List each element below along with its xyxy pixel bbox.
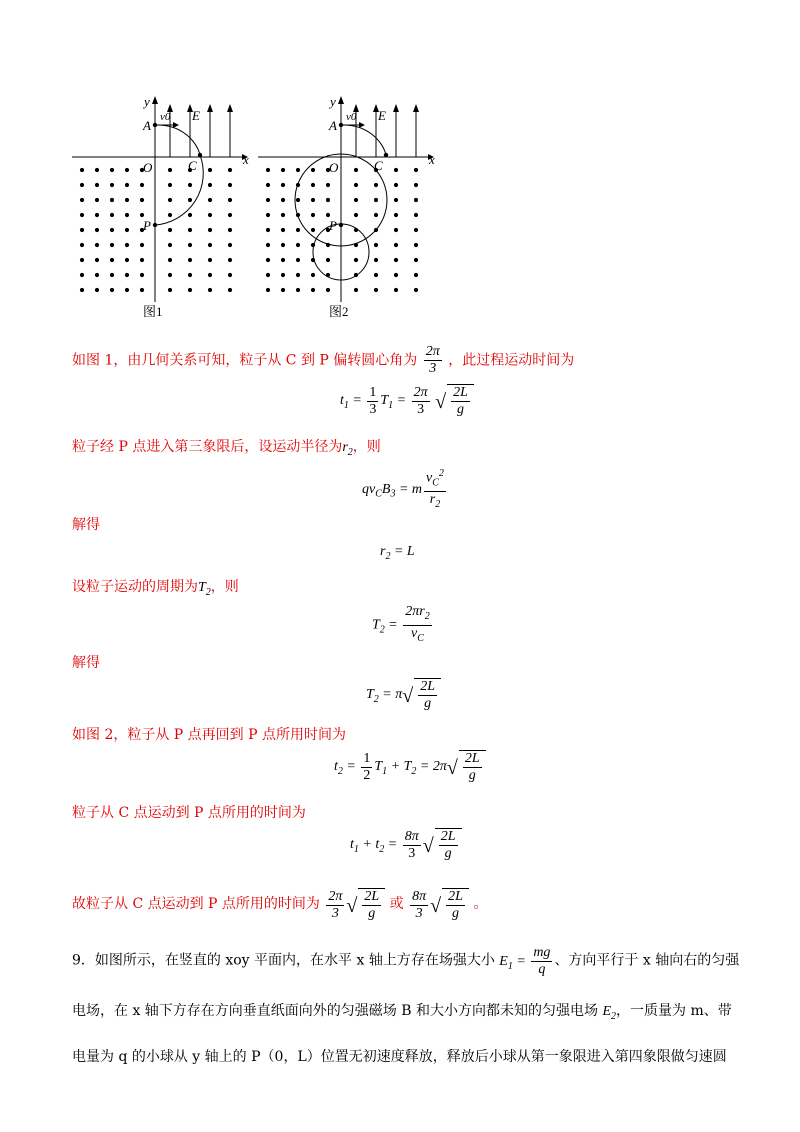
equation-t2: $t_2$ = $\frac{1}{2}$ $T_1 + T_2 = 2\pi$ √ $\frac{2L}{g}$	[334, 750, 486, 784]
field-dot	[95, 198, 99, 202]
field-dot	[95, 288, 99, 292]
field-dot	[208, 273, 212, 277]
problem-9-line-2-suffix: ，一质量为 m、带	[616, 1003, 732, 1019]
field-dot	[140, 258, 144, 262]
solution-line-2: 粒子经 P 点进入第三象限后，设运动半径为$r_2$，则	[72, 439, 381, 458]
field-dot	[110, 198, 114, 202]
field-e-label: E	[378, 108, 386, 123]
field-dot	[188, 243, 192, 247]
field-dot	[125, 213, 129, 217]
field-dot	[326, 198, 330, 202]
field-dot	[208, 183, 212, 187]
field-dot	[208, 168, 212, 172]
x-axis-label: x	[243, 152, 249, 167]
point-a-label: A	[329, 118, 337, 133]
field-dot	[326, 258, 330, 262]
equation-T2-result: $T_2 = \pi$ √ $\frac{2L}{g}$	[366, 678, 441, 712]
figure-2-caption: 图2	[329, 304, 349, 319]
field-dot	[326, 288, 330, 292]
field-dot	[168, 198, 172, 202]
figure-1-caption: 图1	[143, 304, 163, 319]
field-dot	[208, 213, 212, 217]
field-dot	[311, 273, 315, 277]
field-dot	[140, 183, 144, 187]
problem-9-line-2: 电场，在 x 轴下方存在方向垂直纸面向外的匀强磁场 B 和大小方向都未知的匀强电场 $E_2$，一质量为 m、带	[72, 1003, 732, 1022]
velocity-label: v0	[160, 111, 171, 123]
field-dot	[208, 198, 212, 202]
field-dot	[110, 273, 114, 277]
y-axis-label: y	[330, 94, 336, 109]
field-dot	[125, 258, 129, 262]
field-dot	[394, 258, 398, 262]
solution-solve-1: 解得	[72, 517, 100, 533]
field-dot	[208, 228, 212, 232]
field-dot	[374, 243, 378, 247]
equation-r2: $r_2 = L$	[380, 544, 415, 562]
field-dot	[281, 258, 285, 262]
solution-line-6: 故粒子从 C 点运动到 P 点所用的时间为 $\frac{2\pi}{3}$ √ $\frac{2L}{g}$ 或 $\frac{8\pi}{3}$ √ $\frac{2L}{g}$ 。	[72, 888, 488, 921]
field-dot	[228, 168, 232, 172]
field-dot	[296, 288, 300, 292]
field-dot	[394, 183, 398, 187]
solution-line-1: 如图 1，由几何关系可知，粒子从 C 到 P 偏转圆心角为 $\frac{2\pi}{3}$ ，此过程运动时间为	[72, 344, 575, 376]
field-dot	[228, 213, 232, 217]
field-dot	[374, 183, 378, 187]
field-dot	[208, 243, 212, 247]
field-dot	[296, 243, 300, 247]
field-dot	[208, 258, 212, 262]
field-dot	[281, 168, 285, 172]
point-c-label: C	[188, 158, 197, 173]
field-dot	[281, 243, 285, 247]
field-dot	[394, 198, 398, 202]
magnetic-field-dots	[80, 168, 232, 292]
field-dot	[140, 243, 144, 247]
point-p-label: P	[329, 218, 337, 233]
equation-t1-plus-t2: $t_1 + t_2$ = $\frac{8\pi}{3}$ √ $\frac{2L}{g}$	[350, 828, 462, 862]
field-dot	[188, 288, 192, 292]
y-axis-label: y	[144, 94, 150, 109]
field-dot	[296, 198, 300, 202]
field-dot	[125, 183, 129, 187]
point-c-label: C	[374, 158, 383, 173]
field-dot	[374, 273, 378, 277]
field-dot	[354, 213, 358, 217]
field-dot	[168, 243, 172, 247]
field-dot	[228, 228, 232, 232]
field-dot	[374, 213, 378, 217]
field-dot	[168, 168, 172, 172]
field-dot	[110, 213, 114, 217]
field-dot	[266, 228, 270, 232]
magnetic-field-dots	[266, 168, 418, 292]
problem-9-line-3: 电量为 q 的小球从 y 轴上的 P（0，L）位置无初速度释放，释放后小球从第一象限进入第四象限做匀速圆	[72, 1049, 727, 1065]
field-dot	[95, 243, 99, 247]
solution-line-3: 设粒子运动的周期为$T_2$，则	[72, 579, 239, 598]
field-dot	[168, 288, 172, 292]
field-dot	[281, 183, 285, 187]
field-dot	[414, 198, 418, 202]
field-dot	[228, 243, 232, 247]
field-dot	[354, 258, 358, 262]
field-dot	[296, 228, 300, 232]
field-dot	[374, 288, 378, 292]
field-dot	[228, 258, 232, 262]
field-dot	[80, 168, 84, 172]
field-dot	[414, 258, 418, 262]
field-dot	[414, 168, 418, 172]
field-dot	[281, 198, 285, 202]
equation-force: $qv_CB_3 = m$ $\frac{v_C^2}{r_2}$	[362, 468, 444, 511]
field-dot	[80, 228, 84, 232]
solution-line-4: 如图 2，粒子从 P 点再回到 P 点所用时间为	[72, 727, 346, 743]
field-dot	[188, 213, 192, 217]
field-dot	[168, 213, 172, 217]
field-dot	[281, 288, 285, 292]
field-dot	[188, 273, 192, 277]
field-dot	[296, 273, 300, 277]
solution-line-6-text: 故粒子从 C 点运动到 P 点所用的时间为	[72, 896, 320, 913]
x-axis-label: x	[429, 152, 435, 167]
field-dot	[266, 183, 270, 187]
field-dot	[125, 273, 129, 277]
field-dot	[80, 288, 84, 292]
field-dot	[266, 273, 270, 277]
field-dot	[95, 213, 99, 217]
field-dot	[168, 258, 172, 262]
field-dot	[266, 213, 270, 217]
solution-line-3-text: 设粒子运动的周期为	[72, 579, 198, 595]
field-dot	[311, 213, 315, 217]
field-dot	[80, 273, 84, 277]
field-dot	[394, 288, 398, 292]
solution-line-5: 粒子从 C 点运动到 P 点所用的时间为	[72, 805, 306, 821]
field-dot	[374, 198, 378, 202]
field-dot	[140, 288, 144, 292]
field-dot	[110, 258, 114, 262]
field-e-label: E	[192, 108, 200, 123]
problem-9-line-1: 9．如图所示，在竖直的 xoy 平面内，在水平 x 轴上方存在场强大小 $E_1$ = $\frac{mg}{q}$ 、方向平行于 x 轴向右的匀强	[72, 945, 740, 977]
field-dot	[281, 273, 285, 277]
field-dot	[110, 243, 114, 247]
solution-solve-2: 解得	[72, 655, 100, 671]
field-dot	[394, 168, 398, 172]
field-dot	[188, 198, 192, 202]
field-dot	[188, 183, 192, 187]
solution-line-3-suffix: ，则	[210, 579, 239, 595]
field-dot	[208, 288, 212, 292]
point-a-label: A	[143, 118, 151, 133]
solution-line-6-end: 。	[473, 896, 488, 913]
solution-line-1-suffix: ，此过程运动时间为	[448, 352, 575, 369]
field-dot	[311, 288, 315, 292]
field-dot	[414, 243, 418, 247]
field-dot	[266, 168, 270, 172]
field-dot	[80, 198, 84, 202]
point-p-label: P	[143, 218, 151, 233]
field-dot	[414, 228, 418, 232]
field-dot	[394, 228, 398, 232]
origin-label: O	[143, 160, 153, 175]
field-dot	[414, 273, 418, 277]
field-dot	[95, 258, 99, 262]
field-dot	[125, 198, 129, 202]
field-dot	[394, 213, 398, 217]
figure-1	[72, 92, 252, 322]
solution-line-2-text: 粒子经 P 点进入第三象限后，设运动半径为	[72, 439, 343, 455]
field-dot	[140, 198, 144, 202]
field-dot	[414, 213, 418, 217]
velocity-label: v0	[346, 111, 357, 123]
field-dot	[311, 183, 315, 187]
solution-line-6-or: 或	[389, 896, 404, 913]
field-dot	[168, 273, 172, 277]
field-dot	[95, 228, 99, 232]
field-dot	[110, 183, 114, 187]
field-dot	[125, 243, 129, 247]
field-dot	[80, 213, 84, 217]
field-dot	[311, 228, 315, 232]
field-dot	[140, 213, 144, 217]
solution-line-2-suffix: ，则	[352, 439, 381, 455]
field-dot	[80, 183, 84, 187]
figure-2	[258, 92, 438, 322]
field-dot	[266, 198, 270, 202]
field-dot	[354, 183, 358, 187]
field-dot	[95, 183, 99, 187]
field-dot	[414, 288, 418, 292]
equation-T2: $T_2$ = $\frac{2\pi r_2}{v_C}$	[372, 604, 430, 644]
field-dot	[228, 273, 232, 277]
field-dot	[168, 228, 172, 232]
field-dot	[354, 168, 358, 172]
field-dot	[168, 183, 172, 187]
problem-9-line-2-text: 电场，在 x 轴下方存在方向垂直纸面向外的匀强磁场 B 和大小方向都未知的匀强电场	[72, 1003, 598, 1019]
problem-9-line-1-suffix: 、方向平行于 x 轴向右的匀强	[554, 952, 740, 969]
field-dot	[125, 228, 129, 232]
origin-label: O	[329, 160, 339, 175]
field-dot	[80, 243, 84, 247]
field-dot	[281, 213, 285, 217]
field-dot	[266, 258, 270, 262]
field-dot	[354, 288, 358, 292]
field-dot	[296, 258, 300, 262]
field-dot	[281, 228, 285, 232]
field-dot	[188, 228, 192, 232]
field-dot	[296, 168, 300, 172]
field-dot	[110, 288, 114, 292]
field-dot	[394, 273, 398, 277]
field-dot	[311, 198, 315, 202]
field-dot	[125, 168, 129, 172]
field-dot	[95, 273, 99, 277]
field-dot	[354, 198, 358, 202]
field-dot	[394, 243, 398, 247]
field-dot	[140, 273, 144, 277]
field-dot	[228, 198, 232, 202]
field-dot	[228, 183, 232, 187]
field-dot	[266, 288, 270, 292]
field-dot	[374, 258, 378, 262]
problem-9-line-1-text: 9．如图所示，在竖直的 xoy 平面内，在水平 x 轴上方存在场强大小	[72, 952, 495, 969]
field-dot	[228, 288, 232, 292]
field-dot	[125, 288, 129, 292]
equation-t1: $t_1$ = $\frac{1}{3}$ $T_1$ = $\frac{2\pi}{3}$ √ $\frac{2L}{g}$	[340, 384, 474, 418]
field-dot	[311, 168, 315, 172]
field-dot	[110, 168, 114, 172]
field-dot	[266, 243, 270, 247]
field-dot	[188, 258, 192, 262]
field-dot	[414, 183, 418, 187]
field-dot	[110, 228, 114, 232]
field-dot	[326, 183, 330, 187]
field-dot	[326, 213, 330, 217]
solution-line-1-text: 如图 1，由几何关系可知，粒子从 C 到 P 偏转圆心角为	[72, 352, 418, 369]
field-dot	[80, 258, 84, 262]
field-dot	[95, 168, 99, 172]
